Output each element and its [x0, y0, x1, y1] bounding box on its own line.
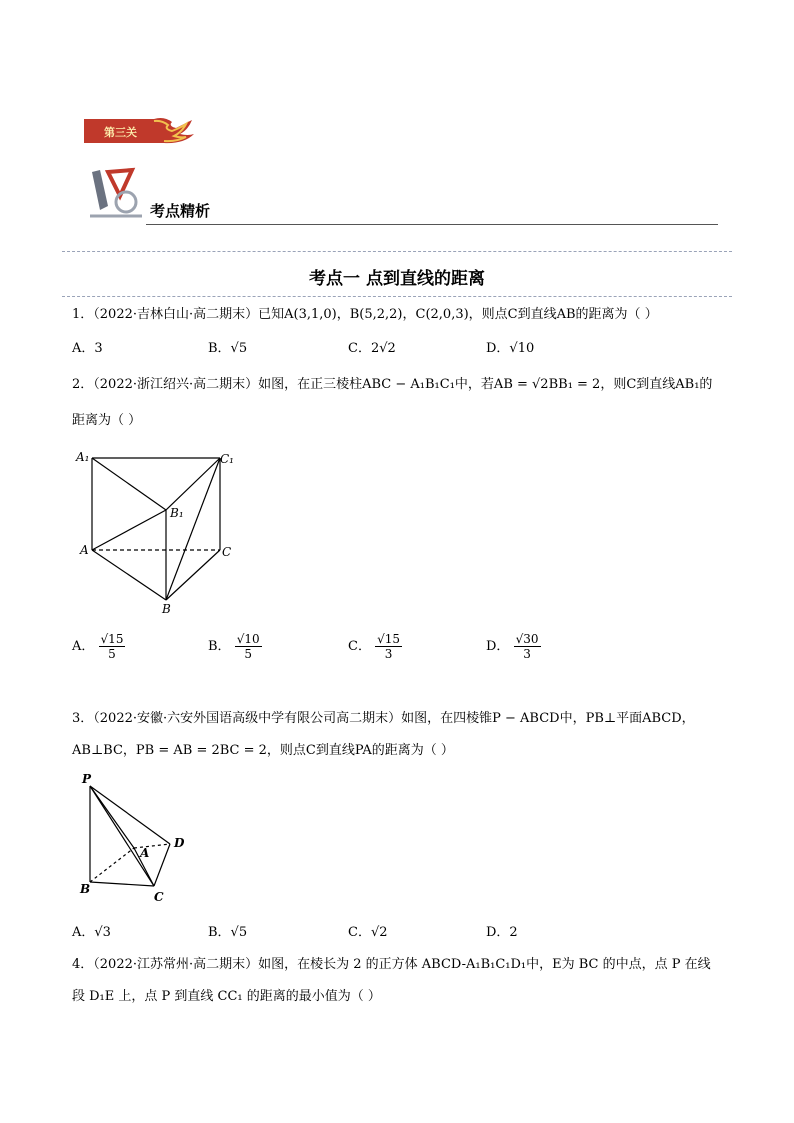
question-3-line2: AB⊥BC，PB = AB = 2BC = 2，则点C到直线PA的距离为（ ）: [72, 743, 454, 758]
pyramid-label-b: B: [80, 882, 91, 896]
section-header: [86, 166, 718, 226]
q2-option-c-num: √15: [377, 632, 401, 646]
prism-label-c: C: [222, 545, 232, 559]
q2-option-a-den: 5: [108, 647, 116, 661]
q2-option-c-letter: C．: [348, 639, 371, 654]
pyramid-label-d: D: [174, 836, 185, 850]
prism-label-b1: B₁: [170, 506, 184, 520]
q3-option-b: B．√5: [208, 925, 248, 940]
question-2-line2: 距离为（ ）: [72, 413, 142, 428]
q1-option-d: D．√10: [486, 341, 535, 356]
q2-option-c-fraction: [375, 632, 402, 661]
prism-label-c1: C₁: [220, 452, 234, 466]
question-3-line1: 3．（2022·安徽·六安外国语高级中学有限公司高二期末）如图，在四棱锥P − ABCD中，PB⊥平面ABCD，: [72, 711, 695, 726]
q3-option-a: A．√3: [72, 925, 111, 940]
drafting-tools-icon: [86, 166, 146, 222]
question-4-line2: 段 D₁E 上，点 P 到直线 CC₁ 的距离的最小值为（ ）: [72, 989, 381, 1004]
prism-figure: [70, 450, 250, 620]
q2-option-b-fraction: [235, 632, 262, 661]
level-banner: [84, 116, 196, 146]
prism-label-b: B: [162, 602, 171, 616]
q2-option-c: [348, 632, 402, 661]
q2-option-b-den: 5: [244, 647, 252, 661]
q2-option-c-den: 3: [384, 647, 393, 661]
divider-bottom: [62, 296, 732, 297]
q1-option-c: C．2√2: [348, 341, 396, 356]
q1-option-a: A．3: [72, 341, 103, 356]
q2-option-d-num: √30: [515, 632, 539, 646]
prism-label-a: A: [80, 543, 89, 557]
q2-option-d: [486, 632, 541, 661]
section-underline: [146, 224, 718, 225]
pyramid-label-p: P: [82, 772, 92, 786]
pyramid-label-c: C: [154, 890, 164, 904]
prism-label-a1: A₁: [76, 450, 90, 464]
q2-option-a-fraction: [99, 632, 126, 661]
q2-option-d-letter: D．: [486, 639, 510, 654]
q2-option-d-den: 3: [523, 647, 531, 661]
banner-flame-icon: [84, 116, 196, 146]
q3-option-d: D．2: [486, 925, 518, 940]
topic-title: 考点一 点到直线的距离: [309, 269, 485, 289]
divider-top: [62, 251, 732, 252]
question-1-text: 1．（2022·吉林白山·高二期末）已知A(3,1,0)，B(5,2,2)，C(2,0,3)，则点C到直线AB的距离为（ ）: [72, 307, 658, 322]
q2-option-b: [208, 632, 262, 661]
q2-option-d-fraction: [514, 632, 541, 661]
q2-option-a-letter: A．: [72, 639, 95, 654]
question-2-line1: 2．（2022·浙江绍兴·高二期末）如图，在正三棱柱ABC − A₁B₁C₁中，若AB = √2BB₁ = 2，则C到直线AB₁的: [72, 377, 713, 392]
q2-option-b-letter: B．: [208, 639, 231, 654]
section-label: 考点精析: [150, 202, 211, 220]
q2-option-a-num: √15: [100, 632, 124, 646]
q2-option-b-num: √10: [236, 632, 260, 646]
question-4-line1: 4．（2022·江苏常州·高二期末）如图，在棱长为 2 的正方体 ABCD-A₁B₁C₁D₁中，E为 BC 的中点，点 P 在线: [72, 957, 711, 972]
banner-text: 第三关: [104, 126, 137, 139]
q1-option-b: B．√5: [208, 341, 248, 356]
pyramid-label-a: A: [140, 846, 150, 860]
q3-option-c: C．√2: [348, 925, 388, 940]
q2-option-a: [72, 632, 125, 661]
